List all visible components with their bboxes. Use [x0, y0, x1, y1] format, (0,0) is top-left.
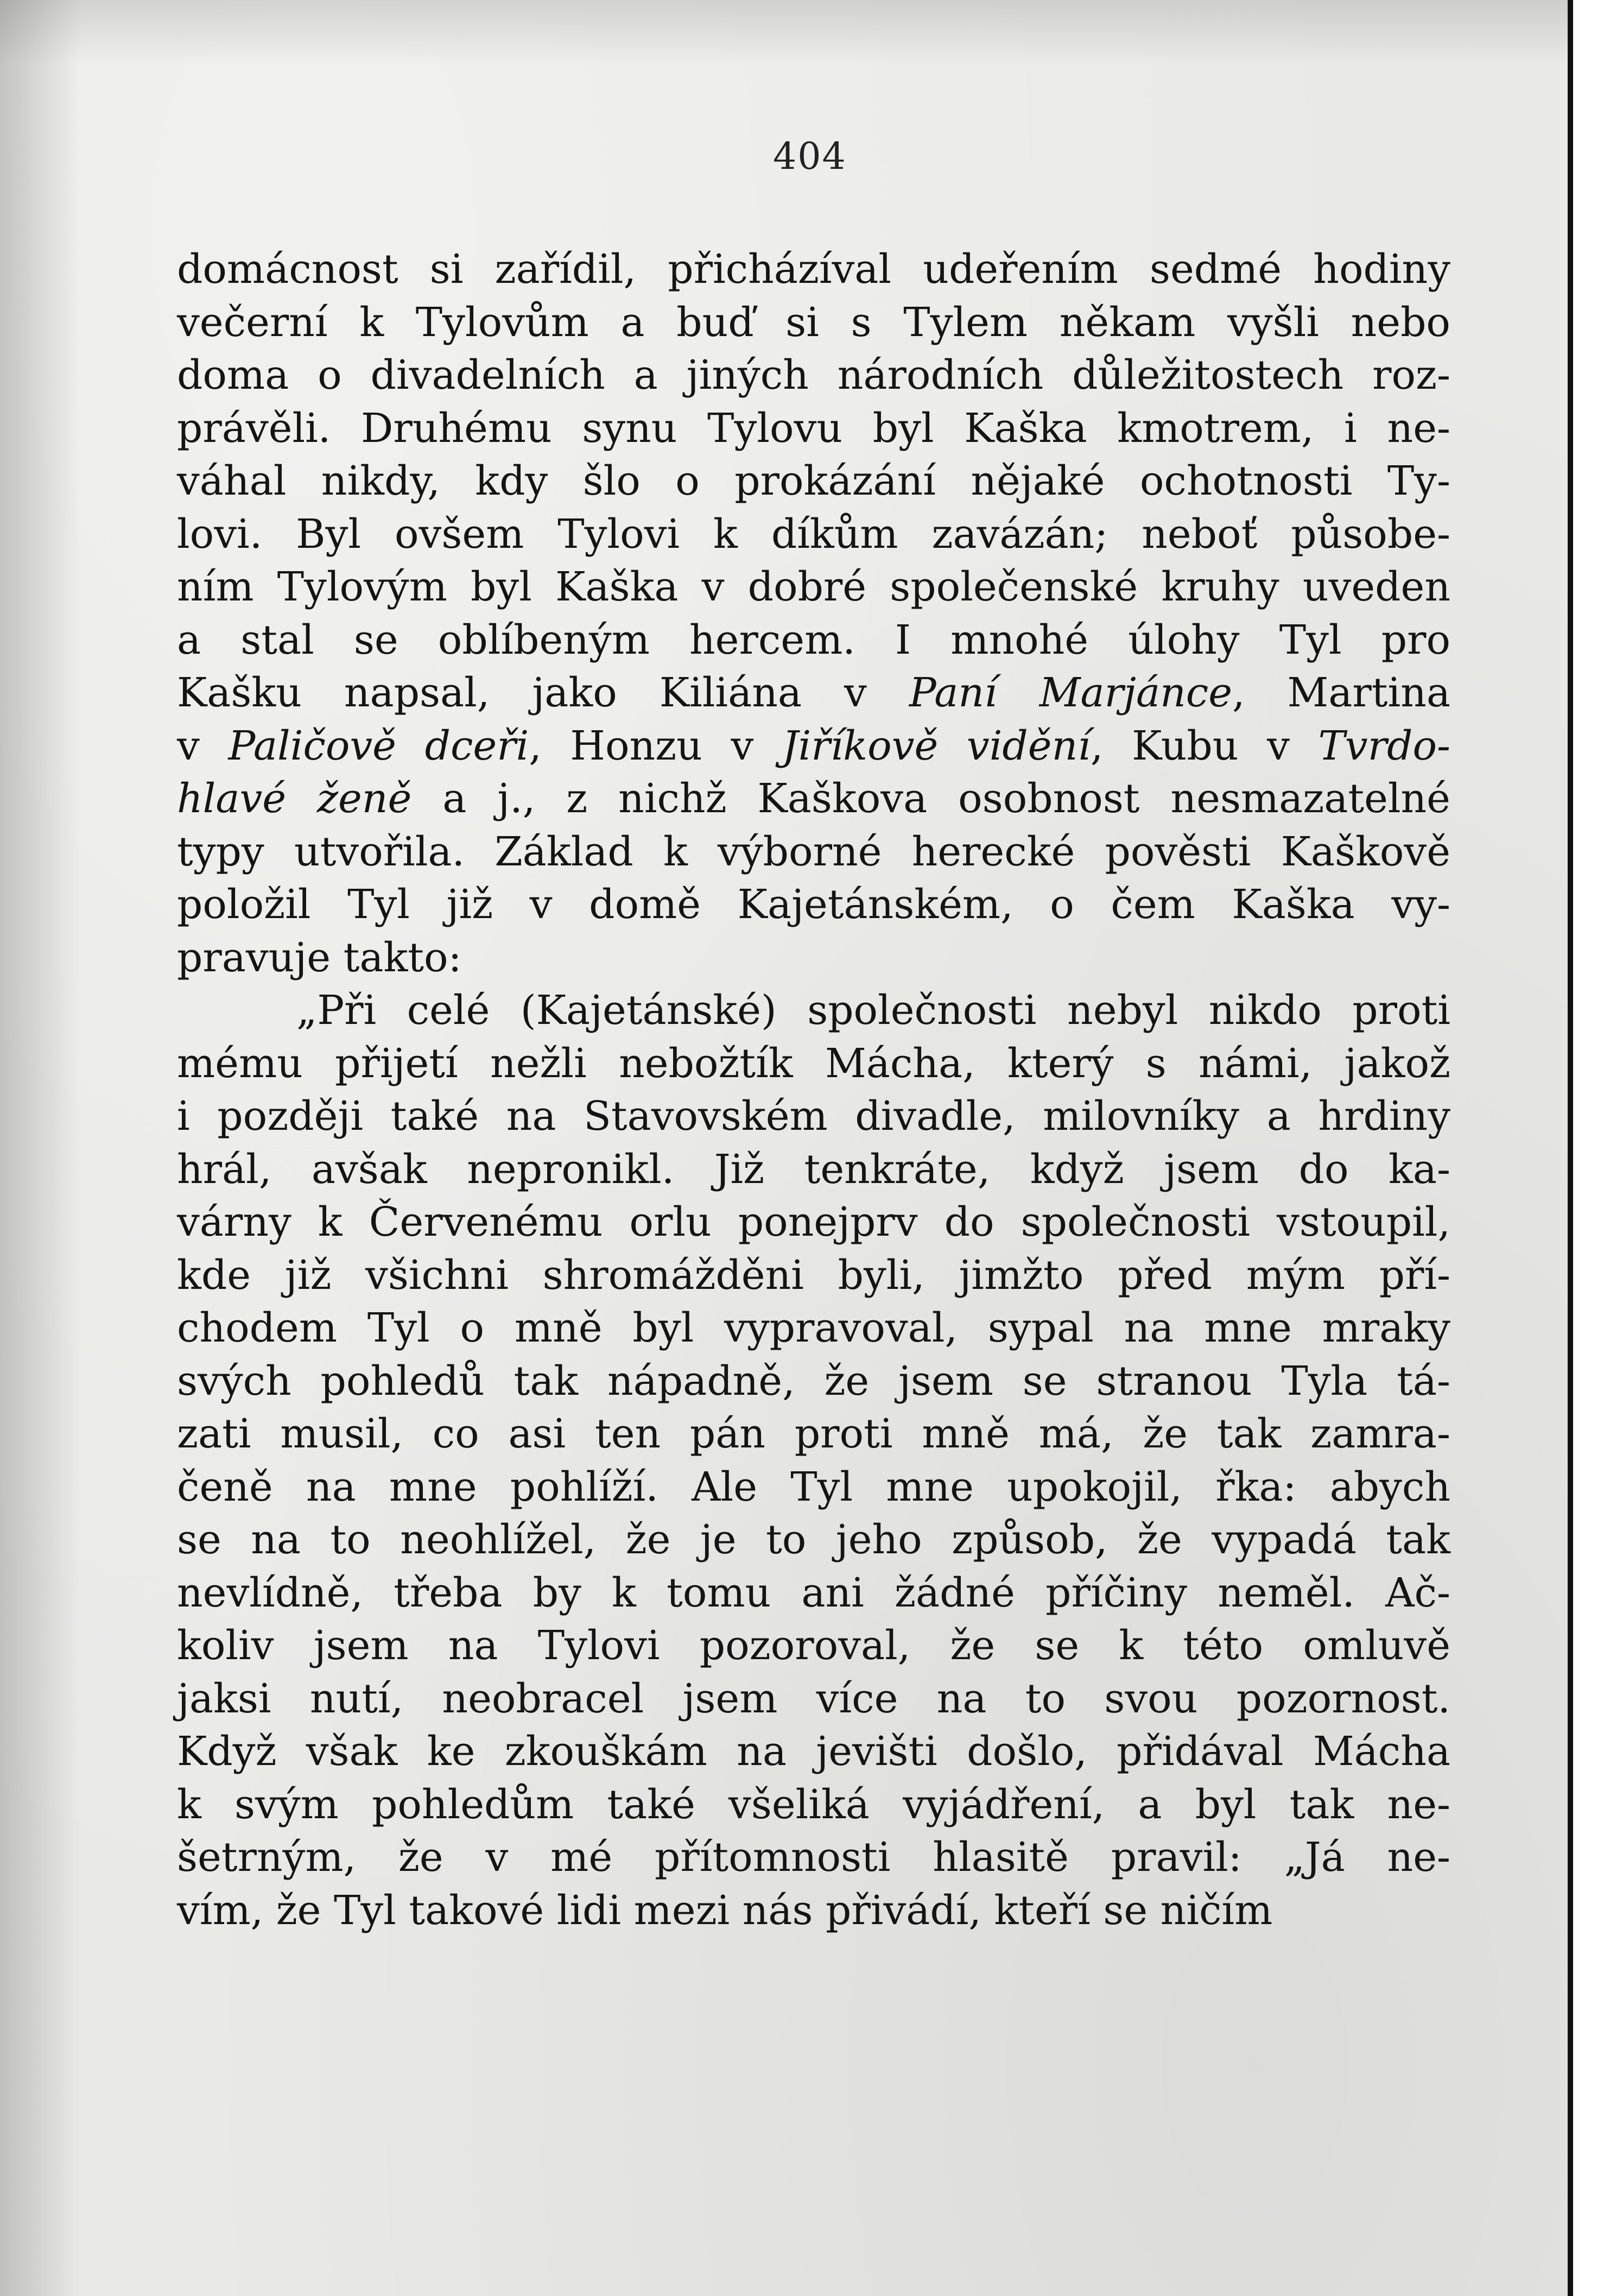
text-line — [177, 1620, 1450, 1673]
text-segment: čeně na mne pohlíží. Ale Tyl mne upokojil, řka: abych — [177, 1463, 1450, 1510]
text-segment: položil Tyl již v domě Kajetánském, o čem Kaška vy- — [177, 881, 1450, 928]
text-segment: šetrným, že v mé přítomnosti hlasitě pravil: „Já ne- — [177, 1834, 1450, 1881]
text-segment: chodem Tyl o mně byl vypravoval, sypal na mne mraky — [177, 1305, 1450, 1351]
text-segment: vím, že Tyl takové lidi mezi nás přivádí, kteří se ničím — [177, 1887, 1273, 1934]
text-line — [177, 402, 1450, 456]
text-segment: mému přijetí nežli nebožtík Mácha, který s námi, jakož — [177, 1040, 1450, 1087]
text-line — [177, 878, 1450, 932]
text-line — [177, 1884, 1450, 1938]
text-line — [177, 1779, 1450, 1832]
text-segment: pravuje takto: — [177, 934, 462, 981]
page-edge-line — [1568, 0, 1573, 2296]
page-gutter-shadow — [0, 0, 81, 2296]
text-segment: se na to neohlížel, že je to jeho způsob, že vypadá tak — [177, 1516, 1450, 1563]
text-segment: hrál, avšak nepronikl. Již tenkráte, když jsem do ka- — [177, 1146, 1450, 1193]
text-line — [177, 932, 1450, 985]
text-line — [177, 1673, 1450, 1726]
text-line — [177, 508, 1450, 561]
text-segment: nevlídně, třeba by k tomu ani žádné příčiny neměl. Ač- — [177, 1569, 1450, 1616]
text-line — [177, 1725, 1450, 1779]
italic-title: Paní Marjánce — [909, 669, 1232, 716]
text-line — [177, 1143, 1450, 1197]
page-top-shadow — [0, 0, 1569, 65]
text-line — [177, 667, 1450, 720]
text-segment: , Kubu v — [1090, 722, 1319, 769]
text-segment: večerní k Tylovům a buď si s Tylem někam vyšli nebo — [177, 299, 1450, 346]
text-segment: , Martina — [1232, 669, 1450, 716]
text-segment: Když však ke zkouškám na jevišti došlo, přidával Mácha — [177, 1728, 1450, 1775]
text-segment: i později také na Stavovském divadle, milovníky a hrdiny — [177, 1093, 1450, 1140]
text-segment: a stal se oblíbeným hercem. I mnohé úlohy Tyl pro — [177, 616, 1450, 663]
body-text — [177, 243, 1450, 1937]
text-line — [177, 1514, 1450, 1567]
text-segment: kde již všichni shromážděni byli, jimžto před mým pří- — [177, 1251, 1450, 1299]
text-line — [177, 614, 1450, 667]
text-line — [177, 1461, 1450, 1514]
text-line — [177, 561, 1450, 614]
text-segment: koliv jsem na Tylovi pozoroval, že se k této omluvě — [177, 1622, 1450, 1669]
text-segment: jaksi nutí, neobracel jsem více na to svou pozornost. — [177, 1675, 1450, 1722]
italic-title: hlavé ženě — [177, 775, 412, 822]
text-segment: svých pohledů tak nápadně, že jsem se stranou Tyla tá- — [177, 1357, 1450, 1405]
text-segment: právěli. Druhému synu Tylovu byl Kaška kmotrem, i ne- — [177, 404, 1450, 452]
text-segment: váhal nikdy, kdy šlo o prokázání nějaké ochotnosti Ty- — [177, 458, 1450, 504]
text-segment: doma o divadelních a jiných národních důležitostech roz- — [177, 352, 1450, 399]
text-line — [177, 1090, 1450, 1143]
text-segment: várny k Červenému orlu ponejprv do společnosti vstoupil, — [177, 1199, 1450, 1245]
text-segment: k svým pohledům také všeliká vyjádření, a byl tak ne- — [177, 1781, 1450, 1828]
text-line — [177, 1038, 1450, 1091]
italic-title: Tvrdo- — [1318, 722, 1450, 769]
text-segment: domácnost si zařídil, přicházíval udeřením sedmé hodiny — [177, 246, 1450, 293]
page-number: 404 — [773, 135, 847, 178]
text-line — [177, 1567, 1450, 1620]
text-segment: Kašku napsal, jako Kiliána v — [177, 669, 909, 716]
text-segment: zati musil, co asi ten pán proti mně má, že tak zamra- — [177, 1411, 1450, 1457]
text-segment: v — [177, 722, 229, 769]
text-segment: a j., z nichž Kaškova osobnost nesmazatelné — [411, 775, 1450, 822]
text-segment: ním Tylovým byl Kaška v dobré společenské kruhy uveden — [177, 564, 1450, 610]
text-segment: lovi. Byl ovšem Tylovi k díkům zavázán; neboť působe- — [177, 510, 1450, 558]
text-line — [177, 455, 1450, 508]
text-line — [177, 296, 1450, 350]
text-line — [177, 243, 1450, 296]
text-line — [177, 1355, 1450, 1408]
text-segment: typy utvořila. Základ k výborné herecké pověsti Kaškově — [177, 828, 1450, 875]
text-line — [177, 1302, 1450, 1355]
text-line — [177, 720, 1450, 773]
text-line — [177, 984, 1450, 1038]
text-segment: , Honzu v — [529, 722, 782, 769]
text-line — [177, 1249, 1450, 1302]
right-margin — [1573, 0, 1610, 2296]
text-segment: „Při celé (Kajetánské) společnosti nebyl nikdo proti — [296, 987, 1450, 1034]
italic-title: Paličově dceři — [228, 722, 529, 769]
text-line — [177, 349, 1450, 402]
text-line — [177, 1831, 1450, 1884]
text-line — [177, 773, 1450, 826]
text-line — [177, 1196, 1450, 1249]
italic-title: Jiříkově vidění — [782, 722, 1091, 769]
text-line — [177, 826, 1450, 879]
text-line — [177, 1408, 1450, 1461]
